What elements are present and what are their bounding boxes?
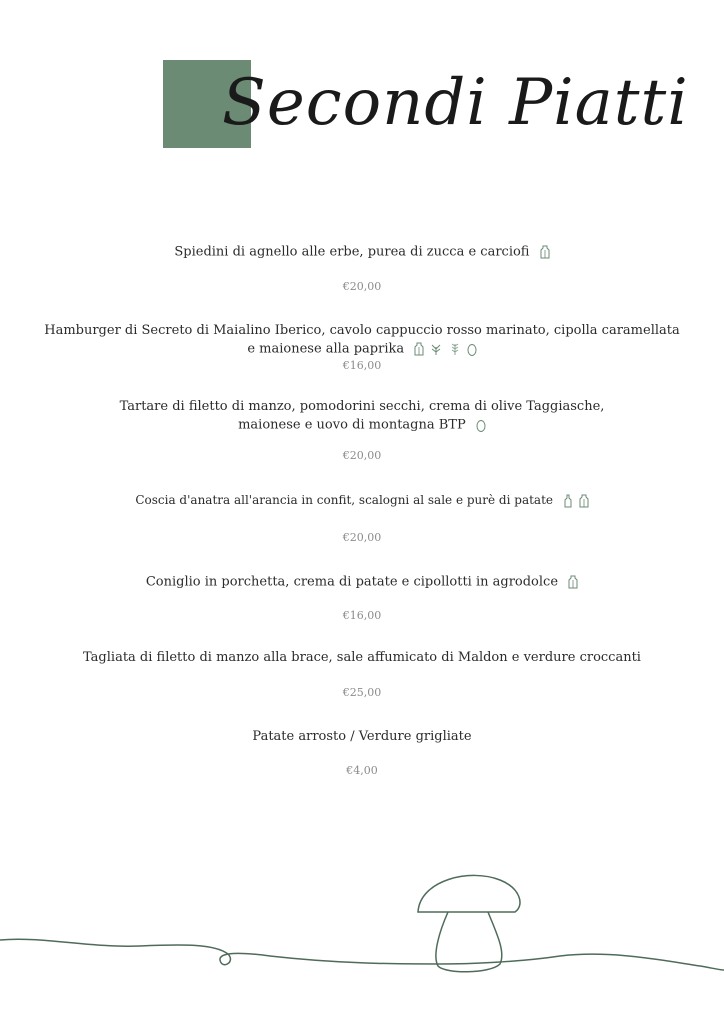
dish-name [0,573,724,592]
dish-name-line: Patate arrosto / Verdure grigliate [252,729,472,744]
dish-name [0,398,724,435]
wheat-icon [449,342,461,356]
dish-name-line: Spiedini di agnello alle erbe, purea di zucca e carciofi [174,244,530,260]
header [0,0,724,200]
dish-name-line: Tagliata di filetto di manzo alla brace, sale affumicato di Maldon e verdure croccanti [83,650,641,665]
dish-item [0,573,724,592]
ground-line [0,939,724,970]
dish-item [0,322,724,359]
dish-name [0,491,724,510]
dish-name [0,322,724,359]
milk-icon [568,575,578,589]
dish-name-line: e maionese alla paprika [247,341,405,357]
dish-price: €4,00 [346,764,378,777]
milk-icon [579,494,589,508]
milk-icon [414,342,424,356]
mushroom-cap [418,875,520,912]
dish-name [0,243,724,262]
dish-name-line: Coniglio in porchetta, crema di patate e cipollotti in agrodolce [145,574,559,590]
mushroom-illustration [0,860,724,1024]
dish-item [0,491,724,510]
allergen-icons [561,492,589,510]
dish-price: €20,00 [342,449,382,462]
dish-name [0,649,724,667]
dish-name-line: Tartare di filetto di manzo, pomodorini secchi, crema di olive Taggiasche, [119,399,605,414]
dish-item [0,649,724,667]
celery-icon [430,342,442,356]
dish-name-line: Coscia d'anatra all'arancia in confit, scalogni al sale e purè di patate [135,493,553,507]
dish-name [0,728,724,746]
mustard-icon [563,494,573,508]
allergen-icons [566,573,578,591]
dish-price: €16,00 [342,609,382,622]
page-title: Secondi Piatti [222,66,689,140]
egg-icon [476,418,486,432]
dish-price: €20,00 [342,280,382,293]
dish-name-line: maionese e uovo di montagna BTP [238,417,466,433]
dish-item [0,728,724,746]
milk-icon [540,245,550,259]
allergen-icons [538,243,550,261]
allergen-icons [474,416,486,434]
allergen-icons [412,340,476,358]
dish-name-line: Hamburger di Secreto di Maialino Iberico, cavolo cappuccio rosso marinato, cipolla caramellata [44,323,680,338]
dish-item [0,243,724,262]
egg-icon [467,342,477,356]
dish-price: €25,00 [342,686,382,699]
dish-price: €16,00 [342,359,382,372]
dish-price: €20,00 [342,531,382,544]
dish-item [0,398,724,435]
